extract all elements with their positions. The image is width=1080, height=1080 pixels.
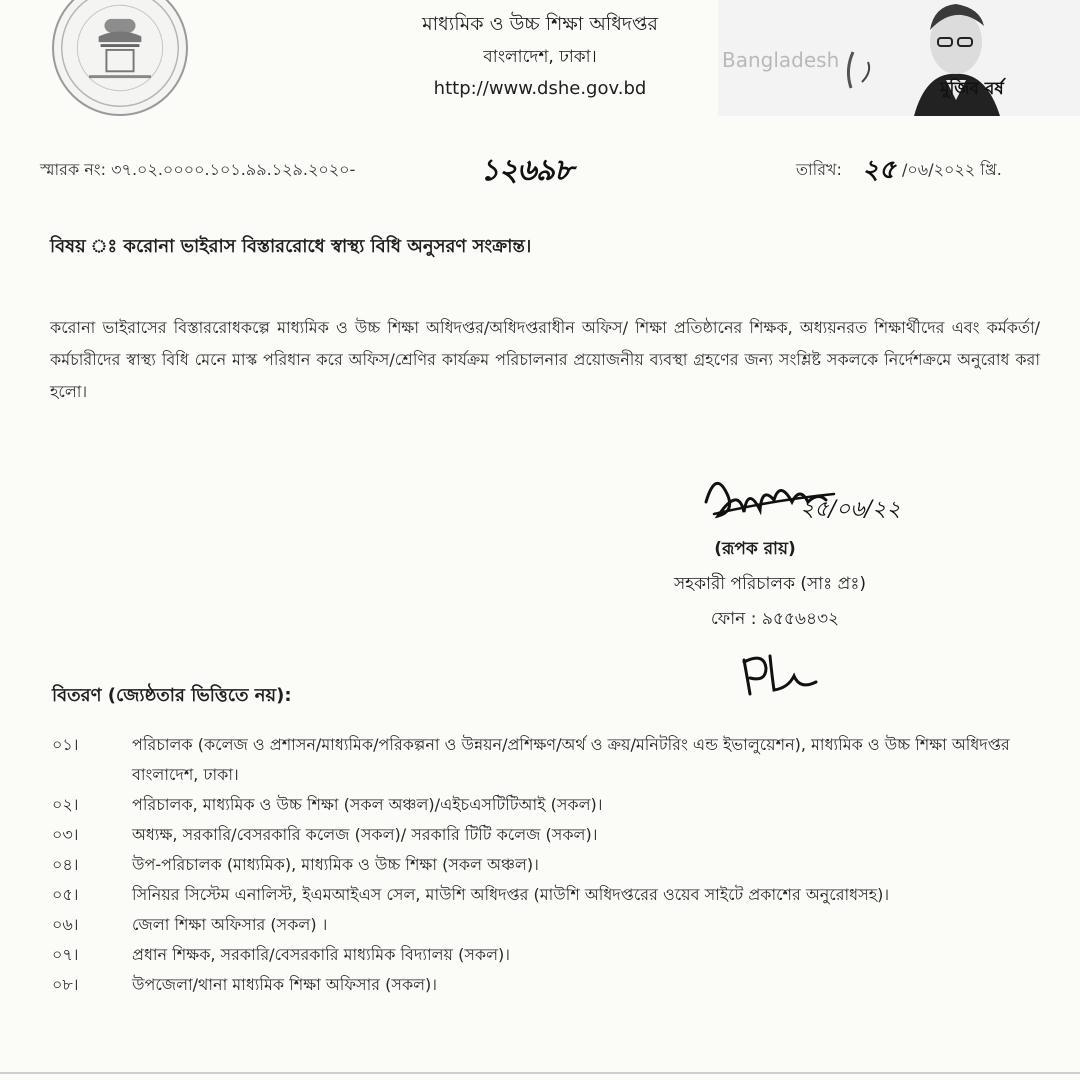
portrait-icon	[718, 0, 1080, 116]
office-website: http://www.dshe.gov.bd	[433, 78, 647, 99]
list-item: ০৩। অধ্যক্ষ, সরকারি/বেসরকারি কলেজ (সকল)/ সরকারি টিটি কলেজ (সকল)।	[52, 825, 598, 844]
list-item: ০২। পরিচালক, মাধ্যমিক ও উচ্চ শিক্ষা (সকল অঞ্চল)/এইচএসটিটিআই (সকল)।	[52, 795, 603, 814]
signatory-name: (রূপক রায়)	[714, 539, 796, 559]
list-item: ০১। পরিচালক (কলেজ ও প্রশাসন/মাধ্যমিক/পরিকল্পনা ও উন্নয়ন/প্রশিক্ষণ/অর্থ ও ক্রয়/মনিটরিং এন্ড ইভালুয়েশন), মাধ্যমিক ও উচ্চ শিক্ষা অধিদপ্তর বাংলাদেশ, ঢাকা।	[52, 735, 1010, 784]
initials-icon	[736, 648, 820, 700]
signatory-designation: সহকারী পরিচালক (সাঃ প্রঃ)	[673, 574, 867, 594]
office-location: বাংলাদেশ, ঢাকা।	[483, 47, 597, 67]
date-rest: /০৬/২০২২ খ্রি.	[902, 160, 1002, 179]
list-item: ০৫। সিনিয়র সিস্টেম এনালিস্ট, ইএমআইএস সেল, মাউশি অধিদপ্তর (মাউশি অধিদপ্তরের ওয়েব সাইটে প্রকাশের অনুরোধসহ)।	[52, 885, 890, 904]
list-item: ০৮। উপজেলা/থানা মাধ্যমিক শিক্ষা অফিসার (সকল)।	[52, 975, 438, 994]
page-bottom-edge	[0, 1072, 1080, 1074]
mujib-borsho-banner	[718, 0, 1080, 116]
list-item: ০৪। উপ-পরিচালক (মাধ্যমিক), মাধ্যমিক ও উচ্চ শিক্ষা (সকল অঞ্চল)।	[52, 855, 539, 874]
signature-date: ২৫/০৬/২২	[800, 497, 901, 522]
office-name: মাধ্যমিক ও উচ্চ শিক্ষা অধিদপ্তর	[422, 13, 658, 35]
distribution-title: বিতরণ (জ্যেষ্ঠতার ভিত্তিতে নয়):	[52, 685, 292, 706]
distribution-list	[52, 730, 1052, 1000]
memo-subject: বিষয় ঃ করোনা ভাইরাস বিস্তাররোধে স্বাস্থ্য বিধি অনুসরণ সংক্রান্ত।	[50, 236, 532, 257]
list-item: ০৭। প্রধান শিক্ষক, সরকারি/বেসরকারি মাধ্যমিক বিদ্যালয় (সকল)।	[52, 945, 510, 964]
signatory-phone: ফোন : ৯৫৫৬৪৩২	[710, 609, 840, 629]
government-seal-icon	[52, 0, 188, 116]
date-label: তারিখ:	[796, 160, 842, 179]
list-item: ০৬। জেলা শিক্ষা অফিসার (সকল) ।	[52, 915, 328, 934]
memo-reference: স্মারক নং: ৩৭.০২.০০০০.১০১.৯৯.১২৯.২০২০-	[40, 160, 356, 179]
date-handwritten: ২৫	[862, 155, 896, 185]
mujib-borsho-badge: মুজিব বর্ষ	[940, 79, 1004, 99]
banner-text: Bangladesh	[722, 48, 840, 72]
memo-body: করোনা ভাইরাসের বিস্তাররোধকল্পে মাধ্যমিক ও উচ্চ শিক্ষা অধিদপ্তর/অধিদপ্তরাধীন অফিস/ শিক্ষা প্রতিষ্ঠানের শিক্ষক, অধ্যয়নরত শিক্ষার্থীদের এবং কর্মকর্তা/কর্মচারীদের স্বাস্থ্য বিধি মেনে মাস্ক পরিধান করে অফিস/শ্রেণির কার্যক্রম পরিচালনার প্রয়োজনীয় ব্যবস্থা গ্রহণের জন্য সংশ্লিষ্ট সকলকে নির্দেশক্রমে অনুরোধ করা হলো।	[50, 318, 1040, 401]
memo-reference-handwritten: ১২৬৯৮	[480, 153, 573, 188]
